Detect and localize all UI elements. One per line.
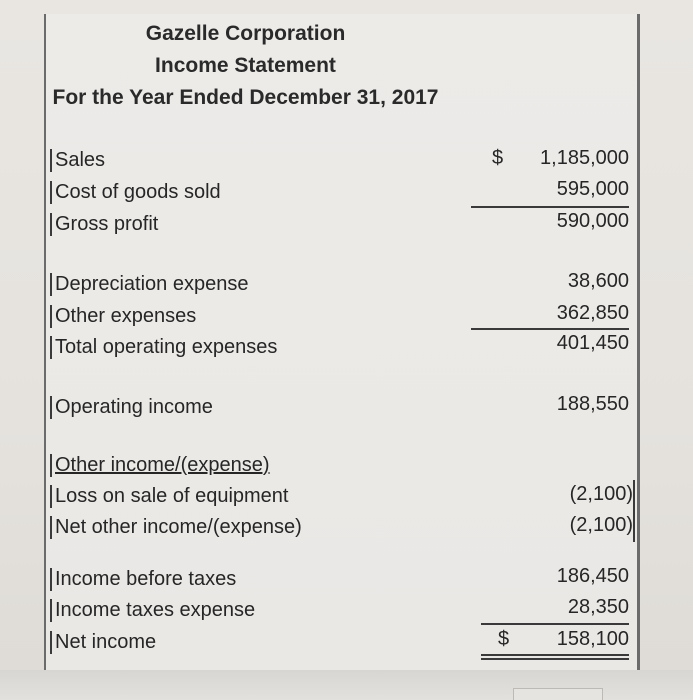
other-income-section-label: Other income/(expense) <box>50 454 270 477</box>
income-taxes-label: Income taxes expense <box>50 599 255 622</box>
net-other-value: (2,100) <box>569 514 633 536</box>
sales-value: 1,185,000 <box>540 147 629 169</box>
bottom-box <box>513 688 603 700</box>
income-before-taxes-value: 186,450 <box>556 565 629 587</box>
sales-currency: $ <box>492 147 504 169</box>
gross-profit-value: 590,000 <box>556 210 629 232</box>
statement-title: Income Statement <box>155 54 336 77</box>
net-other-label: Net other income/(expense) <box>50 516 302 539</box>
other-expenses-rule <box>471 328 629 330</box>
income-statement-sheet <box>44 14 640 670</box>
loss-on-sale-value: (2,100) <box>569 483 633 505</box>
loss-on-sale-label: Loss on sale of equipment <box>50 485 289 508</box>
net-income-value: 158,100 <box>556 628 629 650</box>
depreciation-value: 38,600 <box>567 270 629 292</box>
sales-label: Sales <box>50 149 105 172</box>
income-taxes-rule <box>481 623 629 625</box>
gross-profit-label: Gross profit <box>50 213 158 236</box>
statement-period: For the Year Ended December 31, 2017 <box>52 86 439 109</box>
net-income-rule-1 <box>481 654 629 656</box>
operating-income-value: 188,550 <box>556 393 629 415</box>
paren-column-border <box>633 480 635 542</box>
other-expenses-value: 362,850 <box>556 302 629 324</box>
company-name: Gazelle Corporation <box>145 22 346 45</box>
cogs-value: 595,000 <box>556 178 629 200</box>
cogs-label: Cost of goods sold <box>50 181 221 204</box>
net-income-rule-2 <box>481 658 629 660</box>
net-income-label: Net income <box>50 631 156 654</box>
income-taxes-value: 28,350 <box>567 596 629 618</box>
cogs-rule <box>471 206 629 208</box>
total-operating-label: Total operating expenses <box>50 336 277 359</box>
net-income-currency: $ <box>498 628 510 650</box>
other-expenses-label: Other expenses <box>50 305 196 328</box>
operating-income-label: Operating income <box>50 396 213 419</box>
depreciation-label: Depreciation expense <box>50 273 248 296</box>
income-before-taxes-label: Income before taxes <box>50 568 236 591</box>
total-operating-value: 401,450 <box>556 332 629 354</box>
